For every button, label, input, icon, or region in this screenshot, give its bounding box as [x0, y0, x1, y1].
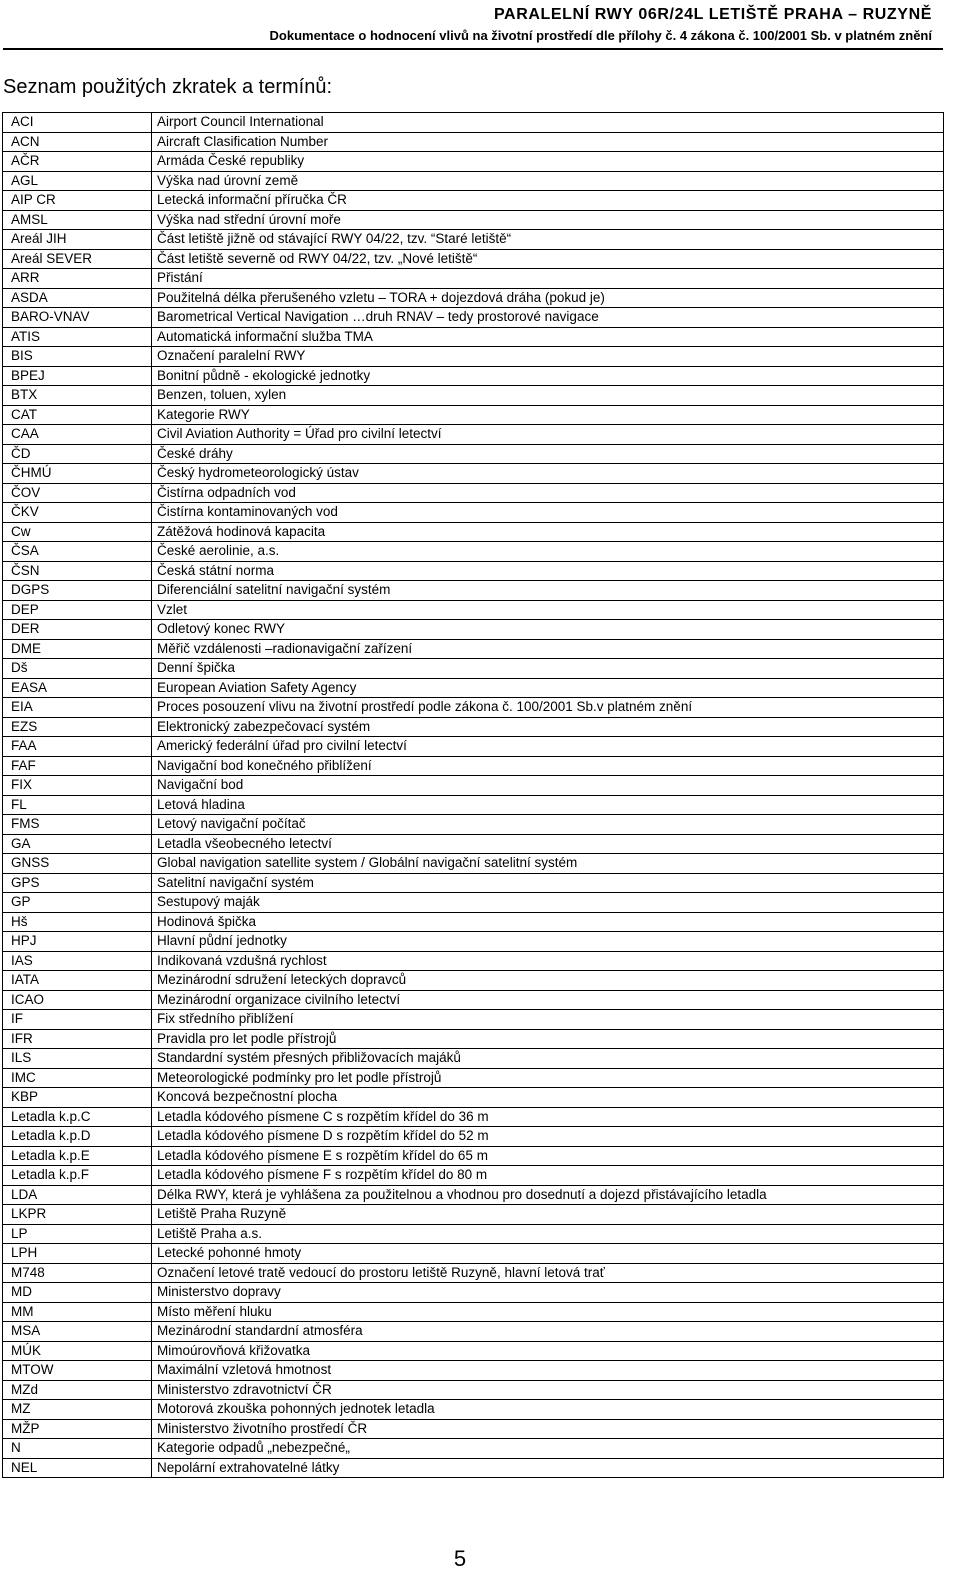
- section-title: Seznam použitých zkratek a termínů:: [3, 76, 333, 98]
- definition-cell: Délka RWY, která je vyhlášena za použitelnou a vhodnou pro dosednutí a dojezd přistávajícího letadla: [152, 1185, 944, 1205]
- abbreviation-cell: Areál JIH: [3, 230, 152, 250]
- abbreviation-cell: FAF: [3, 756, 152, 776]
- definition-cell: Barometrical Vertical Navigation …druh RNAV – tedy prostorové navigace: [152, 308, 944, 328]
- abbreviation-cell: FL: [3, 795, 152, 815]
- table-row: [3, 932, 944, 952]
- definition-cell: Místo měření hluku: [152, 1302, 944, 1322]
- table-row: [3, 269, 944, 289]
- abbreviation-cell: CAT: [3, 405, 152, 425]
- abbreviation-cell: ČOV: [3, 483, 152, 503]
- table-row: [3, 737, 944, 757]
- abbreviation-cell: LDA: [3, 1185, 152, 1205]
- abbreviation-cell: ČHMÚ: [3, 464, 152, 484]
- abbreviation-cell: EIA: [3, 698, 152, 718]
- table-row: [3, 1127, 944, 1147]
- definition-cell: Letiště Praha a.s.: [152, 1224, 944, 1244]
- definition-cell: Přistání: [152, 269, 944, 289]
- abbreviation-cell: BARO-VNAV: [3, 308, 152, 328]
- abbreviation-cell: ILS: [3, 1049, 152, 1069]
- table-row: [3, 620, 944, 640]
- table-row: [3, 561, 944, 581]
- table-row: [3, 951, 944, 971]
- definition-cell: Standardní systém přesných přibližovacích majáků: [152, 1049, 944, 1069]
- abbreviation-cell: DGPS: [3, 581, 152, 601]
- table-row: [3, 503, 944, 523]
- definition-cell: České aerolinie, a.s.: [152, 542, 944, 562]
- definition-cell: České dráhy: [152, 444, 944, 464]
- definition-cell: Ministerstvo dopravy: [152, 1283, 944, 1303]
- table-row: [3, 1068, 944, 1088]
- table-row: [3, 444, 944, 464]
- table-row: [3, 1263, 944, 1283]
- table-row: [3, 132, 944, 152]
- abbreviations-table-body: [3, 113, 944, 1478]
- abbreviation-cell: AIP CR: [3, 191, 152, 211]
- abbreviation-cell: AČR: [3, 152, 152, 172]
- definition-cell: Kategorie odpadů „nebezpečné„: [152, 1439, 944, 1459]
- table-row: [3, 366, 944, 386]
- abbreviation-cell: IATA: [3, 971, 152, 991]
- definition-cell: Navigační bod konečného přiblížení: [152, 756, 944, 776]
- definition-cell: Sestupový maják: [152, 893, 944, 913]
- abbreviation-cell: NEL: [3, 1458, 152, 1478]
- definition-cell: Airport Council International: [152, 113, 944, 133]
- table-row: [3, 1244, 944, 1264]
- abbreviation-cell: ICAO: [3, 990, 152, 1010]
- definition-cell: Letadla kódového písmene C s rozpětím křídel do 36 m: [152, 1107, 944, 1127]
- page-number: 5: [453, 1546, 467, 1571]
- table-row: [3, 815, 944, 835]
- definition-cell: Meteorologické podmínky pro let podle přístrojů: [152, 1068, 944, 1088]
- table-row: [3, 659, 944, 679]
- definition-cell: Bonitní půdně - ekologické jednotky: [152, 366, 944, 386]
- table-row: [3, 639, 944, 659]
- abbreviation-cell: ČKV: [3, 503, 152, 523]
- abbreviation-cell: MZd: [3, 1380, 152, 1400]
- abbreviation-cell: BPEJ: [3, 366, 152, 386]
- table-row: [3, 152, 944, 172]
- table-row: [3, 1439, 944, 1459]
- table-row: [3, 1185, 944, 1205]
- table-row: [3, 971, 944, 991]
- definition-cell: Čistírna kontaminovaných vod: [152, 503, 944, 523]
- definition-cell: Benzen, toluen, xylen: [152, 386, 944, 406]
- table-row: [3, 776, 944, 796]
- definition-cell: Letová hladina: [152, 795, 944, 815]
- definition-cell: Výška nad úrovní země: [152, 171, 944, 191]
- definition-cell: Denní špička: [152, 659, 944, 679]
- abbreviation-cell: Letadla k.p.E: [3, 1146, 152, 1166]
- table-row: [3, 1166, 944, 1186]
- abbreviation-cell: ČD: [3, 444, 152, 464]
- abbreviation-cell: BTX: [3, 386, 152, 406]
- table-row: [3, 854, 944, 874]
- table-row: [3, 1049, 944, 1069]
- definition-cell: Mimoúrovňová křižovatka: [152, 1341, 944, 1361]
- abbreviation-cell: Dš: [3, 659, 152, 679]
- abbreviation-cell: IMC: [3, 1068, 152, 1088]
- definition-cell: Civil Aviation Authority = Úřad pro civilní letectví: [152, 425, 944, 445]
- abbreviation-cell: MŽP: [3, 1419, 152, 1439]
- definition-cell: Global navigation satellite system / Globální navigační satelitní systém: [152, 854, 944, 874]
- definition-cell: Kategorie RWY: [152, 405, 944, 425]
- header-rule: [3, 48, 943, 50]
- table-row: [3, 191, 944, 211]
- definition-cell: Letecká informační příručka ČR: [152, 191, 944, 211]
- abbreviation-cell: IF: [3, 1010, 152, 1030]
- abbreviation-cell: ARR: [3, 269, 152, 289]
- definition-cell: Označení paralelní RWY: [152, 347, 944, 367]
- table-row: [3, 405, 944, 425]
- definition-cell: Česká státní norma: [152, 561, 944, 581]
- table-row: [3, 347, 944, 367]
- abbreviation-cell: Letadla k.p.C: [3, 1107, 152, 1127]
- table-row: [3, 171, 944, 191]
- abbreviation-cell: LPH: [3, 1244, 152, 1264]
- definition-cell: Ministerstvo životního prostředí ČR: [152, 1419, 944, 1439]
- definition-cell: Letadla všeobecného letectví: [152, 834, 944, 854]
- abbreviation-cell: ACN: [3, 132, 152, 152]
- abbreviation-cell: ČSN: [3, 561, 152, 581]
- definition-cell: Diferenciální satelitní navigační systém: [152, 581, 944, 601]
- abbreviations-table: [2, 112, 944, 1478]
- definition-cell: Automatická informační služba TMA: [152, 327, 944, 347]
- definition-cell: Použitelná délka přerušeného vzletu – TORA + dojezdová dráha (pokud je): [152, 288, 944, 308]
- definition-cell: Čistírna odpadních vod: [152, 483, 944, 503]
- table-row: [3, 327, 944, 347]
- document-header-title: PARALELNÍ RWY 06R/24L LETIŠTĚ PRAHA – RUZYNĚ: [493, 6, 932, 23]
- abbreviation-cell: BIS: [3, 347, 152, 367]
- table-row: [3, 1380, 944, 1400]
- abbreviation-cell: HPJ: [3, 932, 152, 952]
- table-row: [3, 1146, 944, 1166]
- abbreviation-cell: FAA: [3, 737, 152, 757]
- table-row: [3, 113, 944, 133]
- table-row: [3, 386, 944, 406]
- definition-cell: Maximální vzletová hmotnost: [152, 1361, 944, 1381]
- definition-cell: Americký federální úřad pro civilní letectví: [152, 737, 944, 757]
- table-row: [3, 308, 944, 328]
- abbreviation-cell: IAS: [3, 951, 152, 971]
- definition-cell: Navigační bod: [152, 776, 944, 796]
- table-row: [3, 1010, 944, 1030]
- definition-cell: Vzlet: [152, 600, 944, 620]
- definition-cell: Proces posouzení vlivu na životní prostředí podle zákona č. 100/2001 Sb.v platném znění: [152, 698, 944, 718]
- table-row: [3, 795, 944, 815]
- table-row: [3, 678, 944, 698]
- abbreviation-cell: EZS: [3, 717, 152, 737]
- table-row: [3, 717, 944, 737]
- definition-cell: Koncová bezpečnostní plocha: [152, 1088, 944, 1108]
- table-row: [3, 483, 944, 503]
- abbreviation-cell: GPS: [3, 873, 152, 893]
- definition-cell: Pravidla pro let podle přístrojů: [152, 1029, 944, 1049]
- table-row: [3, 1205, 944, 1225]
- table-row: [3, 230, 944, 250]
- definition-cell: Armáda České republiky: [152, 152, 944, 172]
- table-row: [3, 1458, 944, 1478]
- abbreviation-cell: DME: [3, 639, 152, 659]
- table-row: [3, 600, 944, 620]
- table-row: [3, 990, 944, 1010]
- abbreviation-cell: DER: [3, 620, 152, 640]
- table-row: [3, 1361, 944, 1381]
- definition-cell: Motorová zkouška pohonných jednotek letadla: [152, 1400, 944, 1420]
- table-row: [3, 1029, 944, 1049]
- abbreviation-cell: GP: [3, 893, 152, 913]
- abbreviation-cell: KBP: [3, 1088, 152, 1108]
- abbreviation-cell: Cw: [3, 522, 152, 542]
- definition-cell: Mezinárodní organizace civilního letectví: [152, 990, 944, 1010]
- abbreviation-cell: CAA: [3, 425, 152, 445]
- table-row: [3, 1224, 944, 1244]
- abbreviation-cell: ASDA: [3, 288, 152, 308]
- definition-cell: Letadla kódového písmene D s rozpětím křídel do 52 m: [152, 1127, 944, 1147]
- definition-cell: Letecké pohonné hmoty: [152, 1244, 944, 1264]
- abbreviation-cell: DEP: [3, 600, 152, 620]
- definition-cell: Letiště Praha Ruzyně: [152, 1205, 944, 1225]
- definition-cell: Mezinárodní sdružení leteckých dopravců: [152, 971, 944, 991]
- table-row: [3, 1088, 944, 1108]
- definition-cell: European Aviation Safety Agency: [152, 678, 944, 698]
- definition-cell: Hlavní půdní jednotky: [152, 932, 944, 952]
- definition-cell: Fix středního přiblížení: [152, 1010, 944, 1030]
- table-row: [3, 425, 944, 445]
- definition-cell: Hodinová špička: [152, 912, 944, 932]
- abbreviation-cell: LKPR: [3, 1205, 152, 1225]
- abbreviation-cell: Letadla k.p.F: [3, 1166, 152, 1186]
- abbreviation-cell: MM: [3, 1302, 152, 1322]
- abbreviation-cell: AGL: [3, 171, 152, 191]
- definition-cell: Letový navigační počítač: [152, 815, 944, 835]
- abbreviation-cell: MSA: [3, 1322, 152, 1342]
- table-row: [3, 873, 944, 893]
- definition-cell: Část letiště jižně od stávající RWY 04/22, tzv. “Staré letiště“: [152, 230, 944, 250]
- abbreviation-cell: Hš: [3, 912, 152, 932]
- table-row: [3, 288, 944, 308]
- abbreviation-cell: EASA: [3, 678, 152, 698]
- definition-cell: Nepolární extrahovatelné látky: [152, 1458, 944, 1478]
- abbreviation-cell: M748: [3, 1263, 152, 1283]
- definition-cell: Letadla kódového písmene F s rozpětím křídel do 80 m: [152, 1166, 944, 1186]
- definition-cell: Část letiště severně od RWY 04/22, tzv. „Nové letiště“: [152, 249, 944, 269]
- abbreviation-cell: MD: [3, 1283, 152, 1303]
- abbreviation-cell: FMS: [3, 815, 152, 835]
- definition-cell: Odletový konec RWY: [152, 620, 944, 640]
- abbreviation-cell: MÚK: [3, 1341, 152, 1361]
- table-row: [3, 1419, 944, 1439]
- definition-cell: Měřič vzdálenosti –radionavigační zařízení: [152, 639, 944, 659]
- abbreviation-cell: Areál SEVER: [3, 249, 152, 269]
- abbreviation-cell: MTOW: [3, 1361, 152, 1381]
- abbreviation-cell: ACI: [3, 113, 152, 133]
- definition-cell: Satelitní navigační systém: [152, 873, 944, 893]
- definition-cell: Český hydrometeorologický ústav: [152, 464, 944, 484]
- table-row: [3, 893, 944, 913]
- abbreviation-cell: N: [3, 1439, 152, 1459]
- table-row: [3, 834, 944, 854]
- table-row: [3, 1302, 944, 1322]
- abbreviation-cell: FIX: [3, 776, 152, 796]
- abbreviation-cell: MZ: [3, 1400, 152, 1420]
- table-row: [3, 698, 944, 718]
- definition-cell: Označení letové tratě vedoucí do prostoru letiště Ruzyně, hlavní letová trať: [152, 1263, 944, 1283]
- table-row: [3, 912, 944, 932]
- abbreviation-cell: LP: [3, 1224, 152, 1244]
- table-row: [3, 756, 944, 776]
- table-row: [3, 1400, 944, 1420]
- definition-cell: Indikovaná vzdušná rychlost: [152, 951, 944, 971]
- abbreviation-cell: ČSA: [3, 542, 152, 562]
- table-row: [3, 1283, 944, 1303]
- abbreviation-cell: ATIS: [3, 327, 152, 347]
- table-row: [3, 1107, 944, 1127]
- abbreviation-cell: GNSS: [3, 854, 152, 874]
- abbreviation-cell: Letadla k.p.D: [3, 1127, 152, 1147]
- table-row: [3, 581, 944, 601]
- abbreviation-cell: IFR: [3, 1029, 152, 1049]
- table-row: [3, 542, 944, 562]
- definition-cell: Letadla kódového písmene E s rozpětím křídel do 65 m: [152, 1146, 944, 1166]
- abbreviation-cell: GA: [3, 834, 152, 854]
- table-row: [3, 464, 944, 484]
- table-row: [3, 522, 944, 542]
- definition-cell: Aircraft Clasification Number: [152, 132, 944, 152]
- definition-cell: Elektronický zabezpečovací systém: [152, 717, 944, 737]
- abbreviation-cell: AMSL: [3, 210, 152, 230]
- table-row: [3, 249, 944, 269]
- table-row: [3, 1341, 944, 1361]
- definition-cell: Mezinárodní standardní atmosféra: [152, 1322, 944, 1342]
- definition-cell: Ministerstvo zdravotnictví ČR: [152, 1380, 944, 1400]
- document-header-subtitle: Dokumentace o hodnocení vlivů na životní prostředí dle přílohy č. 4 zákona č. 100/2001 Sb. v platném znění: [269, 28, 932, 43]
- table-row: [3, 210, 944, 230]
- definition-cell: Zátěžová hodinová kapacita: [152, 522, 944, 542]
- definition-cell: Výška nad střední úrovní moře: [152, 210, 944, 230]
- table-row: [3, 1322, 944, 1342]
